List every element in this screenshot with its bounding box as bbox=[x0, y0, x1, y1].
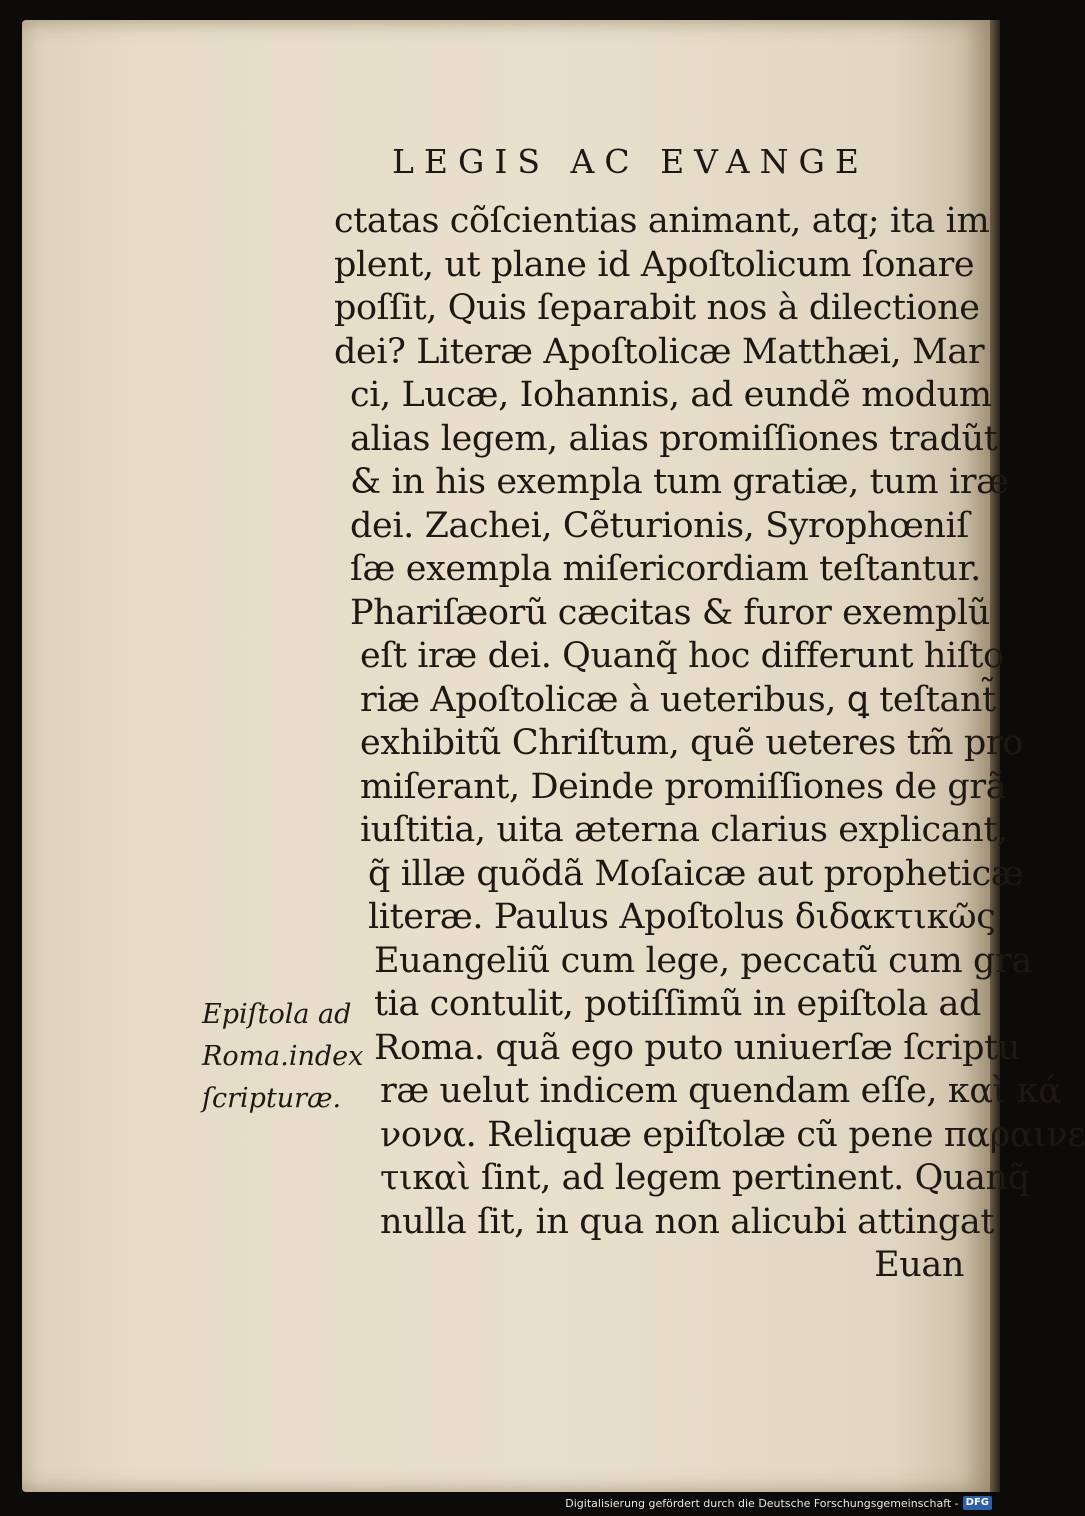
dfg-logo-icon: DFG bbox=[963, 1496, 992, 1510]
marginal-note bbox=[202, 994, 372, 1120]
text-line: miſerant, Deinde promiſſiones de grã bbox=[360, 766, 1007, 807]
text-line: τικαὶ ſint, ad legem pertinent. Quanq̃ bbox=[380, 1158, 1030, 1198]
running-head: LEGIS AC EVANGE bbox=[392, 142, 869, 181]
text-line: tia contulit, potiſſimũ in epiſtola ad bbox=[374, 984, 981, 1024]
text-line: q̃ illæ quõdã Moſaicæ aut propheticæ bbox=[368, 853, 1024, 894]
text-line: dei. Zachei, Cẽturionis, Syrophœniſ bbox=[350, 505, 969, 546]
text-line: ci, Lucæ, Iohannis, ad eundẽ modum bbox=[350, 375, 992, 415]
marginal-note-line: Epiſtola ad bbox=[202, 999, 352, 1030]
text-line: literæ. Paulus Apoſtolus διδακτικῶς bbox=[368, 897, 996, 937]
text-line: Phariſæorũ cæcitas & furor exemplũ bbox=[350, 592, 990, 633]
marginal-note-line: ſcripturæ. bbox=[202, 1083, 342, 1114]
text-line: nulla ſit, in qua non alicubi attingat bbox=[380, 1201, 994, 1242]
marginal-note-line: Roma.index bbox=[202, 1041, 364, 1072]
catchword: Euan bbox=[874, 1245, 964, 1285]
text-line: poſſit, Quis ſeparabit nos à dilectione bbox=[334, 288, 980, 328]
body-text bbox=[334, 200, 1085, 1288]
text-line: eſt iræ dei. Quanq̃ hoc differunt hiſto bbox=[360, 636, 1004, 676]
text-line: Roma. quã ego puto uniuerſæ ſcriptu bbox=[374, 1027, 1020, 1068]
text-line: ræ uelut indicem quendam eſſe, καὶ κά bbox=[380, 1071, 1062, 1111]
text-line: ctatas cõſcientias animant, atq; ita im bbox=[334, 201, 990, 241]
text-line: alias legem, alias promiſſiones tradũt bbox=[350, 418, 998, 459]
text-line: dei? Literæ Apoſtolicæ Matthæi, Mar bbox=[334, 331, 985, 372]
text-line: Euangeliũ cum lege, peccatũ cum gra bbox=[374, 940, 1032, 981]
text-line: plent, ut plane id Apoſtolicum ſonare bbox=[334, 244, 975, 285]
footer-credit: Digitalisierung gefördert durch die Deutsche Forschungsgemeinschaft - bbox=[565, 1496, 959, 1510]
text-line: & in his exempla tum gratiæ, tum iræ bbox=[350, 462, 1009, 502]
digitization-footer bbox=[565, 1494, 992, 1512]
text-line: iuſtitia, uita æterna clarius explicant, bbox=[360, 810, 1008, 850]
text-line: riæ Apoſtolicæ à ueteribus, ꝗ teſtant̃ bbox=[360, 679, 996, 720]
text-line: ſæ exempla miſericordiam teſtantur. bbox=[350, 549, 981, 589]
text-line: νονα. Reliquæ epiſtolæ cũ pene παραινε bbox=[380, 1114, 1085, 1155]
text-line: exhibitũ Chriſtum, quẽ ueteres tm̃ pro bbox=[360, 723, 1023, 763]
